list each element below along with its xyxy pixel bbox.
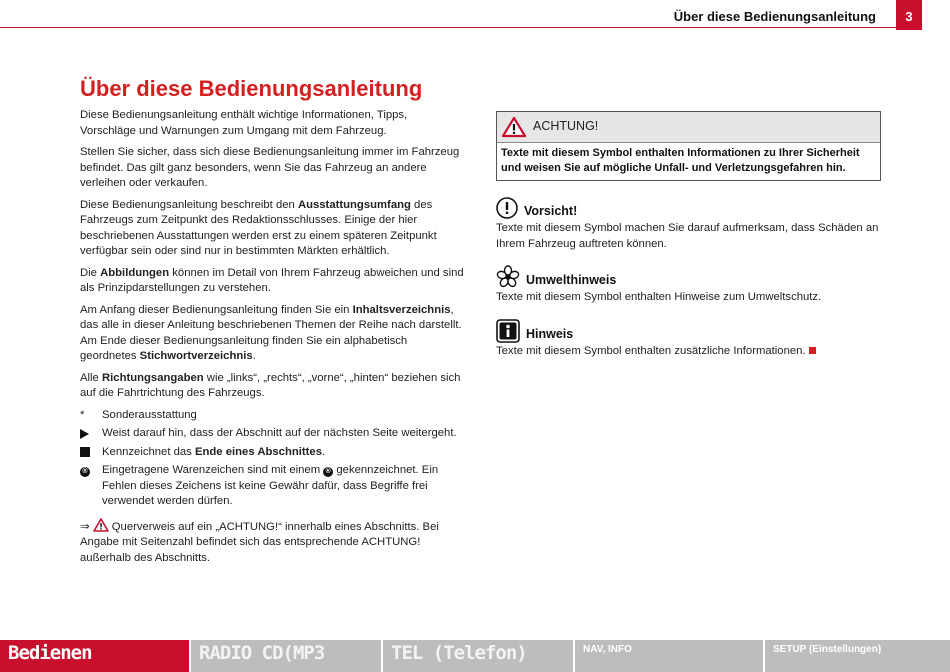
page-title: Über diese Bedienungsanleitung <box>80 76 423 101</box>
warning-triangle-icon <box>501 116 527 138</box>
header-rule <box>0 27 906 28</box>
tab-setup[interactable]: SETUP (Einstellungen) <box>765 640 950 672</box>
caution-section <box>496 195 881 252</box>
registered-inline-icon: ® <box>323 467 333 477</box>
caution-text: Texte mit diesem Symbol machen Sie darauf aufmerksam, dass Schäden an Ihrem Fahrzeug auftreten können. <box>496 222 879 250</box>
tab-bedienen[interactable]: Bedienen <box>0 640 189 672</box>
chapter-tabs <box>0 640 950 672</box>
warning-text: Texte mit diesem Symbol enthalten Informationen zu Ihrer Sicherheit und weisen Sie auf mögliche Unfall- und Verletzungsgefahren hin. <box>501 147 860 174</box>
list-item-trademark: ® Eingetragene Warenzeichen sind mit einem ® gekennzeichnet. Ein Fehlen dieses Zeichens ist keine Gewähr dafür, dass Begriffe frei verwendet werden dürfen. <box>80 463 465 510</box>
registered-icon: ® <box>80 463 98 479</box>
black-square-icon <box>80 445 98 463</box>
flower-icon <box>496 265 520 289</box>
list-item-end-of-section: Kennzeichnet das Ende eines Abschnittes. <box>80 445 465 461</box>
cross-reference-arrow-icon: ⇒ <box>80 520 90 533</box>
left-column <box>80 108 465 572</box>
header-title: Über diese Bedienungsanleitung <box>673 9 876 24</box>
paragraph-index: Am Anfang dieser Bedienungsanleitung finden Sie ein Inhaltsverzeichnis, das alle in dieser Anleitung beschriebenen Themen der Reihe nach darstellt. Am Ende dieser Bedienungsanleitung finden Sie ein alphabetisch geordnetes Stichwortverzeichnis. <box>80 303 462 362</box>
paragraph-directions: Alle Richtungsangaben wie „links“, „rechts“, „vorne“, „hinten“ beziehen sich auf die Fahrtrichtung des Fahrzeugs. <box>80 371 461 399</box>
list-item-optional-equipment: * Sonderausstattung <box>80 408 465 424</box>
note-title: Hinweis <box>526 326 574 341</box>
asterisk-symbol: * <box>80 408 85 421</box>
note-section <box>496 318 881 360</box>
environment-section <box>496 264 881 306</box>
paragraph-illustrations: Die Abbildungen können im Detail von Ihrem Fahrzeug abweichen und sind als Prinzipdarstellungen zu verstehen. <box>80 266 464 294</box>
page-number: 3 <box>896 0 922 30</box>
environment-title: Umwelthinweis <box>526 273 617 288</box>
right-column <box>496 111 881 371</box>
paragraph-keep-in-vehicle: Stellen Sie sicher, dass sich diese Bedienungsanleitung immer im Fahrzeug befindet. Das gilt ganz besonders, wenn Sie das Fahrzeug an andere verleihen oder verkaufen. <box>80 146 460 189</box>
paragraph-equipment: Diese Bedienungsanleitung beschreibt den Ausstattungsumfang des Fahrzeugs zum Zeitpunkt des Redaktionsschlusses. Einige der hier beschriebenen Ausstattungen werden erst zu einem späteren Zeitpunkt verfügbar sein oder sind nur in bestimmten Märkten erhältlich. <box>80 198 437 257</box>
note-text: Texte mit diesem Symbol enthalten zusätzliche Informationen. <box>496 344 881 360</box>
paragraph-intro: Diese Bedienungsanleitung enthält wichtige Informationen, Tipps, Vorschläge und Warnungen zum Umgang mit dem Fahrzeug. <box>80 109 408 137</box>
warning-triangle-icon <box>93 518 109 532</box>
end-of-section-icon <box>809 347 816 354</box>
tab-telefon[interactable]: TEL (Telefon) <box>383 640 573 672</box>
exclamation-circle-icon <box>496 197 518 219</box>
tab-radio-cd[interactable]: RADIO CD(MP3 <box>191 640 381 672</box>
caution-title: Vorsicht! <box>524 204 578 219</box>
tab-nav-info[interactable]: NAV, INFO <box>575 640 763 672</box>
paragraph-cross-reference: ⇒ Querverweis auf ein „ACHTUNG!“ innerhalb eines Abschnitts. Bei Angabe mit Seitenzahl befindet sich das entsprechende ACHTUNG! außerhalb des Abschnitts. <box>80 518 465 567</box>
environment-text: Texte mit diesem Symbol enthalten Hinweise zum Umweltschutz. <box>496 291 822 303</box>
list-item-continued: Weist darauf hin, dass der Abschnitt auf der nächsten Seite weitergeht. <box>80 426 465 442</box>
warning-box <box>496 111 881 181</box>
arrow-right-icon <box>80 426 98 445</box>
warning-label: ACHTUNG! <box>533 119 599 134</box>
info-icon <box>496 319 520 343</box>
